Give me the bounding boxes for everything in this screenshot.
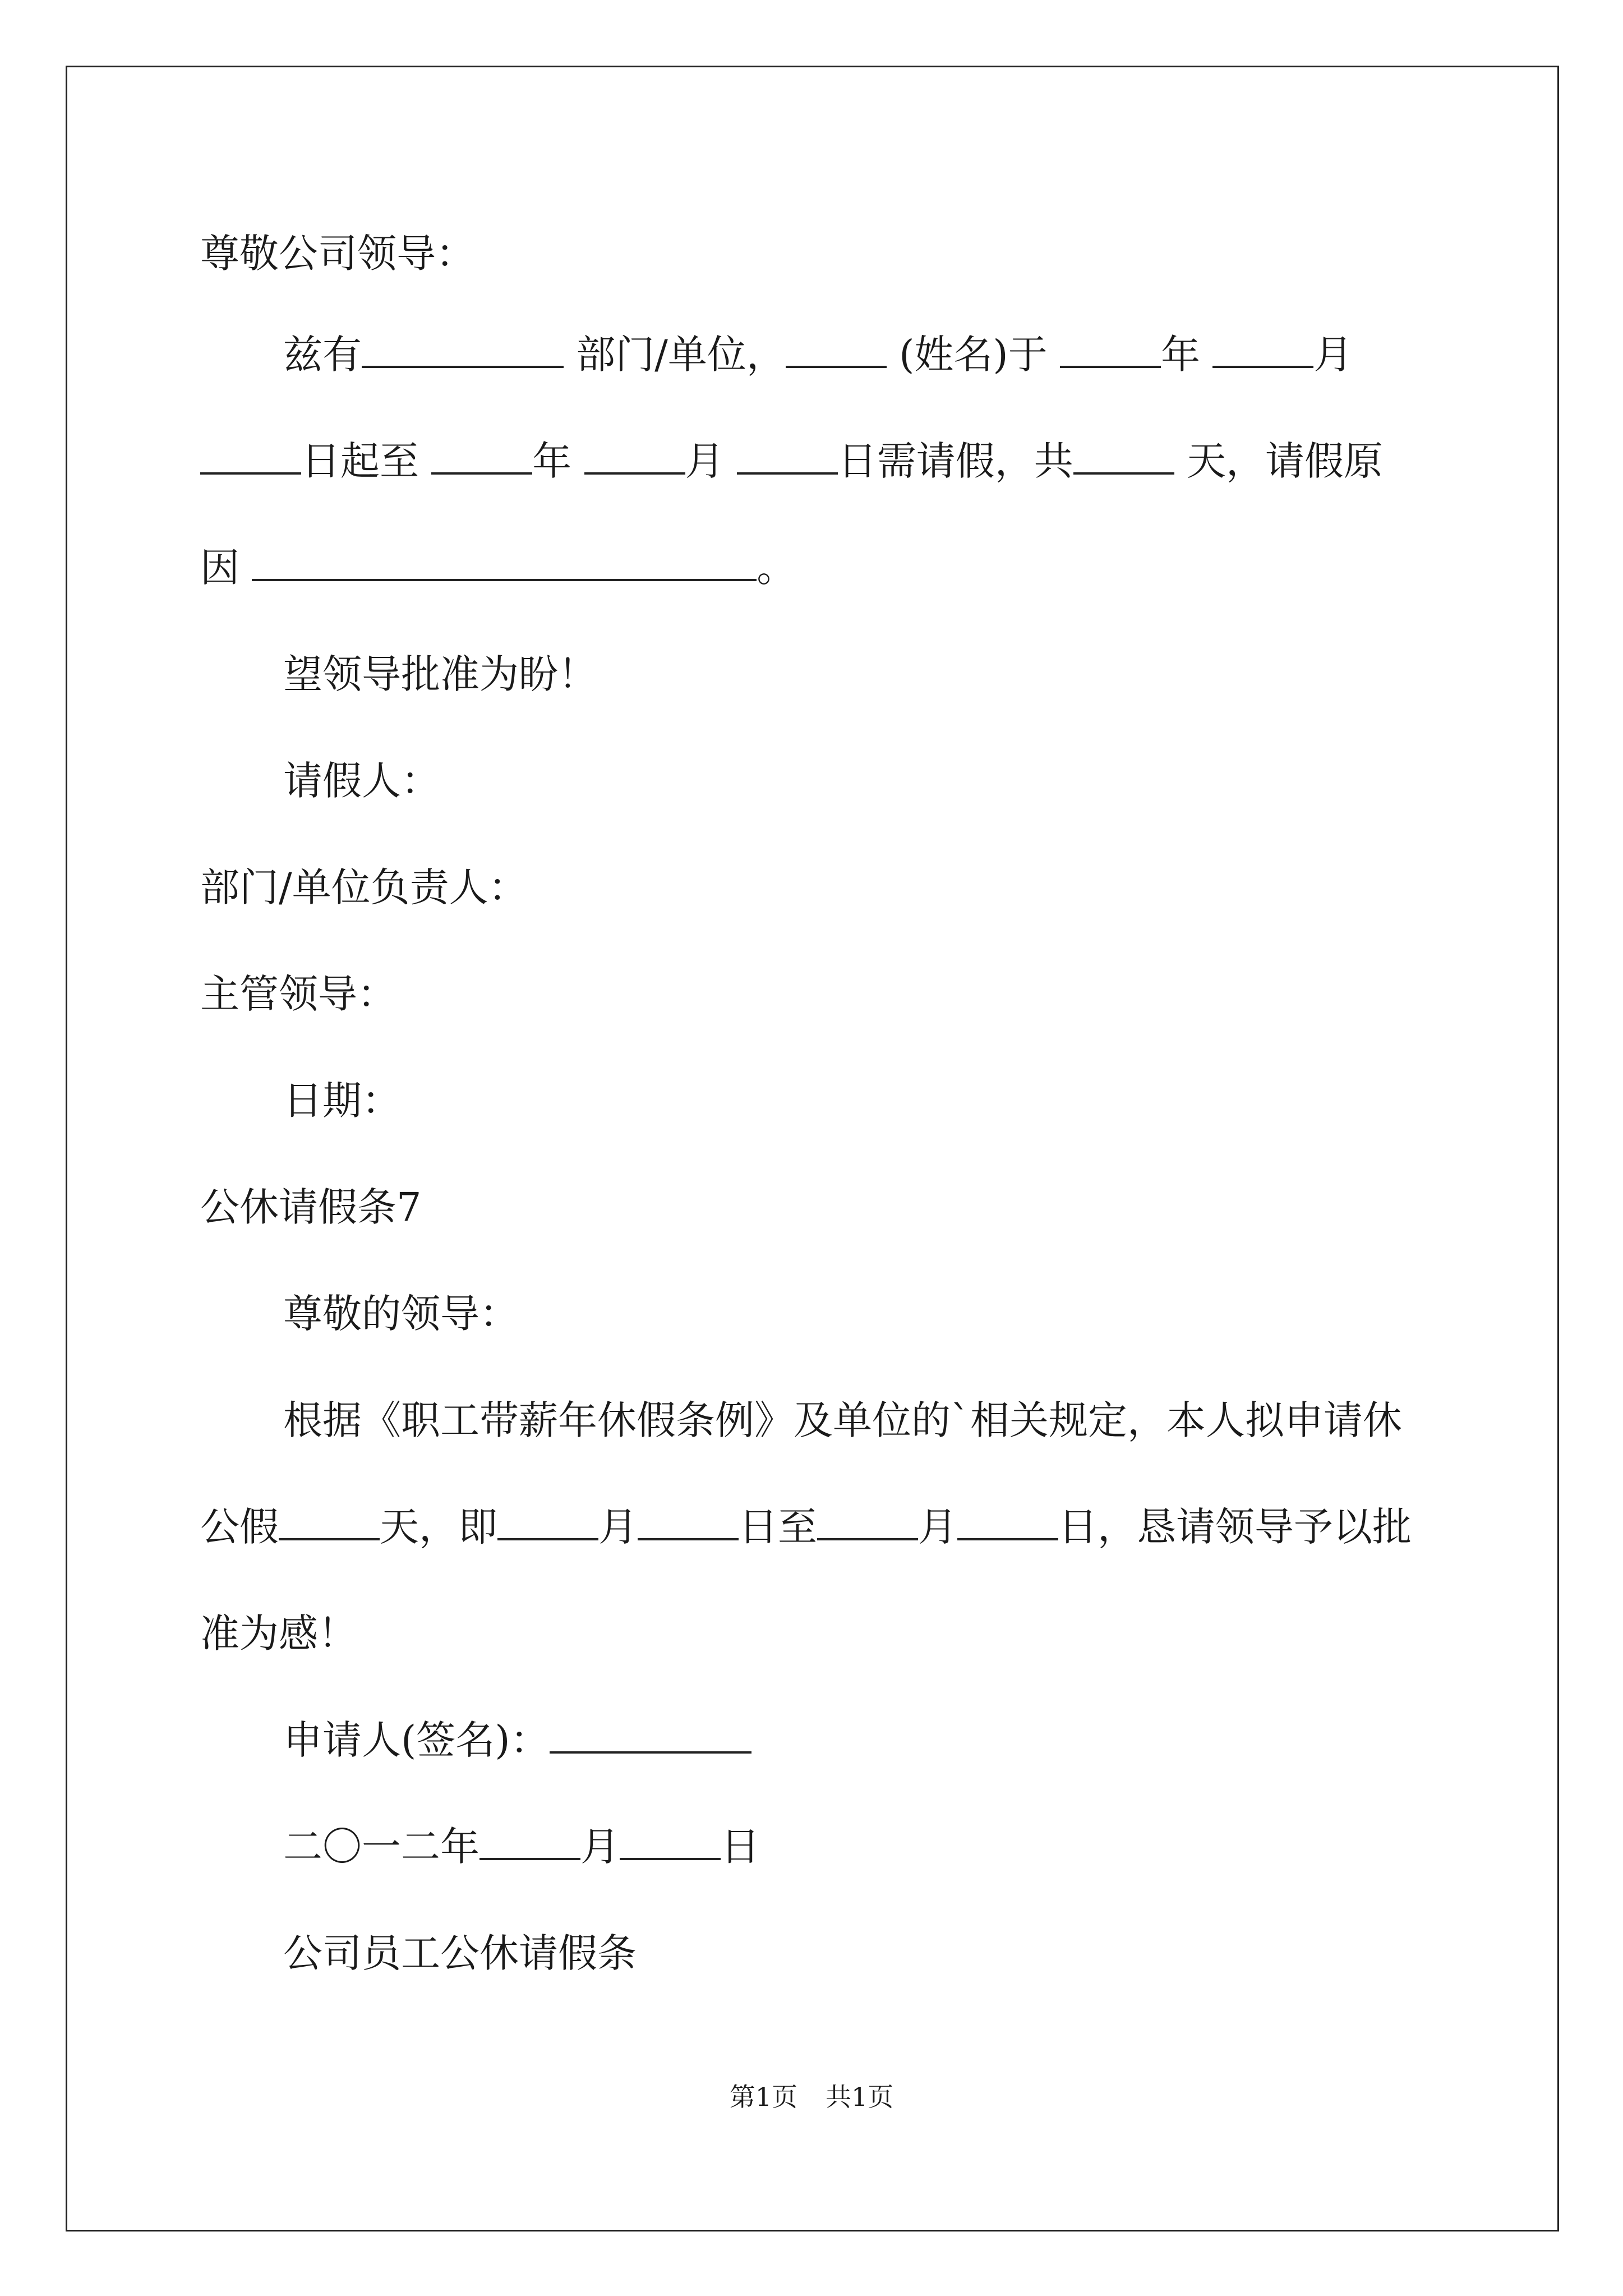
blank-end-year <box>431 436 532 475</box>
page-footer <box>0 2080 1623 2114</box>
leave-body-1: 根据《职工带薪年休假条例》及单位的`相关规定，本人拟申请休 <box>283 1397 1402 1443</box>
text: 日，恳请领导予以批 <box>1058 1504 1412 1550</box>
applicant-label: 请假人： <box>283 758 440 804</box>
request-line-1 <box>283 329 1353 380</box>
page-border <box>66 66 1559 2231</box>
text: 日 <box>721 1824 760 1870</box>
text: 月 <box>580 1824 620 1870</box>
text: 日至 <box>739 1504 817 1550</box>
page-total: 共1页 <box>826 2082 894 2112</box>
date-label: 日期： <box>283 1078 401 1124</box>
text: 天，请假原 <box>1187 438 1384 484</box>
leave-body-2 <box>200 1502 1412 1552</box>
blank-leave-days <box>279 1502 380 1540</box>
blank-start-year <box>1060 330 1161 368</box>
blank-end-month <box>584 436 685 475</box>
leave-body-3: 准为感！ <box>200 1611 357 1657</box>
blank-start-day <box>200 436 301 475</box>
blank-signature <box>550 1715 751 1754</box>
text: 年 <box>1161 332 1201 378</box>
text: (姓名)于 <box>899 332 1048 378</box>
date-line <box>283 1821 760 1872</box>
blank-name <box>786 330 887 368</box>
signature-line <box>283 1715 751 1765</box>
text: 。 <box>757 545 796 591</box>
salutation-2: 尊敬的领导： <box>283 1291 519 1337</box>
blank-from-month <box>497 1502 598 1540</box>
blank-department <box>362 330 564 368</box>
text: 部门/单位， <box>576 332 786 378</box>
blank-end-day <box>737 436 838 475</box>
closing-title: 公司员工公休请假条 <box>283 1930 637 1976</box>
salutation: 尊敬公司领导： <box>200 231 475 277</box>
blank-day <box>620 1822 721 1860</box>
text: 公假 <box>200 1504 279 1550</box>
request-line-3 <box>200 542 796 593</box>
blank-to-month <box>817 1502 918 1540</box>
text: 月 <box>685 438 725 484</box>
blank-month <box>479 1822 580 1860</box>
text: 月 <box>598 1504 638 1550</box>
page-number: 第1页 <box>729 2082 797 2112</box>
blank-start-month <box>1212 330 1313 368</box>
text: 月 <box>1313 332 1353 378</box>
text: 二〇一二年 <box>283 1824 479 1870</box>
blank-reason <box>252 543 757 581</box>
text: 月 <box>918 1504 957 1550</box>
approval-request: 望领导批准为盼！ <box>283 651 597 697</box>
blank-to-day <box>957 1502 1058 1540</box>
section-title: 公休请假条7 <box>200 1184 422 1230</box>
blank-from-day <box>638 1502 739 1540</box>
text: 日需请假，共 <box>837 438 1073 484</box>
text: 天，即 <box>380 1504 497 1550</box>
blank-days <box>1073 436 1174 475</box>
text: 因 <box>200 545 239 591</box>
text: 申请人(签名)： <box>283 1717 550 1763</box>
text: 日起至 <box>301 438 419 484</box>
text: 年 <box>532 438 572 484</box>
text: 兹有 <box>283 332 362 378</box>
supervisor-label: 主管领导： <box>200 971 396 1017</box>
request-line-2 <box>200 436 1383 486</box>
dept-head-label: 部门/单位负责人： <box>200 864 528 910</box>
